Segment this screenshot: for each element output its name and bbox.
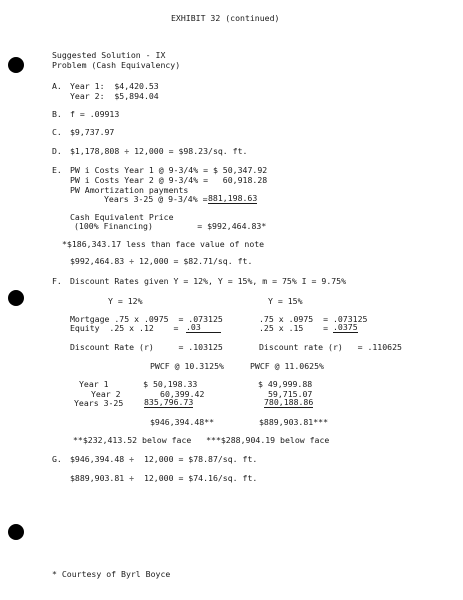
section-f-equity-right: .25 x .15 =	[259, 323, 333, 333]
section-f-equity-right-value: .0375	[333, 322, 358, 332]
section-e-line4: Years 3-25 @ 9-3/4% =	[104, 194, 208, 204]
section-f-discount-rate-right: Discount rate (r) = .110625	[259, 342, 402, 352]
section-f-year2-right: 59,715.07	[268, 389, 313, 399]
section-f-pwcf-left: PWCF @ 10.3125%	[150, 361, 224, 371]
section-f-mortgage-right: .75 x .0975 = .073125	[259, 314, 368, 324]
page-header: EXHIBIT 32 (continued)	[171, 13, 280, 23]
section-f-equity-left-value: .03	[186, 322, 221, 332]
section-f-discount-rate-left: Discount Rate (r) = .103125	[70, 342, 223, 352]
section-e-per-sqft: $992,464.83 ÷ 12,000 = $82.71/sq. ft.	[70, 256, 253, 266]
section-g-line1: $946,394.48 ÷ 12,000 = $78.87/sq. ft.	[70, 454, 258, 464]
section-e-label: E.	[52, 165, 62, 175]
section-f-pwcf-right: PWCF @ 11.0625%	[250, 361, 324, 371]
section-f-mortgage-left: Mortgage .75 x .0975 = .073125	[70, 314, 223, 324]
punch-hole-middle	[8, 290, 24, 306]
section-f-footnotes: **$232,413.52 below face ***$288,904.19 below face	[73, 435, 330, 445]
section-f-years3-25-left-value: 835,796.73	[144, 397, 194, 407]
section-g-line2: $889,903.81 ÷ 12,000 = $74.16/sq. ft.	[70, 473, 258, 483]
section-b-label: B.	[52, 109, 62, 119]
section-f-col-right-heading: Y = 15%	[268, 296, 303, 306]
section-f-year1: Year 1 $ 50,198.33	[79, 379, 198, 389]
solution-title: Suggested Solution - IX	[52, 50, 166, 60]
punch-hole-bottom	[8, 524, 24, 540]
section-e-footnote: *$186,343.17 less than face value of note	[62, 239, 265, 249]
section-c-label: C.	[52, 127, 62, 137]
section-e-line6: (100% Financing) = $992,464.83*	[74, 221, 267, 231]
section-e-line5: Cash Equivalent Price	[70, 212, 174, 222]
section-e-amortization-value: 881,198.63	[208, 193, 258, 203]
section-d-label: D.	[52, 146, 62, 156]
section-f-year1-right: $ 49,999.88	[258, 379, 313, 389]
section-d-text: $1,178,808 ÷ 12,000 = $98.23/sq. ft.	[70, 146, 248, 156]
section-a-label: A.	[52, 81, 62, 91]
page-footer: * Courtesy of Byrl Boyce	[52, 569, 171, 579]
section-e-line3: PW Amortization payments	[70, 185, 189, 195]
section-f-label: F.	[52, 276, 62, 286]
section-c-text: $9,737.97	[70, 127, 115, 137]
section-f-total-right: $889,903.81***	[259, 417, 329, 427]
section-f-line1: Discount Rates given Y = 12%, Y = 15%, m = 75% I = 9.75%	[70, 276, 347, 286]
section-f-years3-25-right-value: 780,188.86	[264, 397, 314, 407]
section-f-equity-left: Equity .25 x .12 =	[70, 323, 184, 333]
punch-hole-top	[8, 57, 24, 73]
section-e-line1: PW i Costs Year 1 @ 9-3/4% = $ 50,347.92	[70, 165, 268, 175]
section-b-text: f = .09913	[70, 109, 120, 119]
section-f-total-left: $946,394.48**	[150, 417, 215, 427]
section-a-year1: Year 1: $4,420.53	[70, 81, 159, 91]
problem-title: Problem (Cash Equivalency)	[52, 60, 181, 70]
section-g-label: G.	[52, 454, 62, 464]
section-f-year2: Year 2 60,399.42	[91, 389, 205, 399]
section-f-col-left-heading: Y = 12%	[108, 296, 143, 306]
section-a-year2: Year 2: $5,894.04	[70, 91, 159, 101]
section-e-line2: PW i Costs Year 2 @ 9-3/4% = 60,918.28	[70, 175, 268, 185]
section-f-years3-25: Years 3-25	[74, 398, 148, 408]
